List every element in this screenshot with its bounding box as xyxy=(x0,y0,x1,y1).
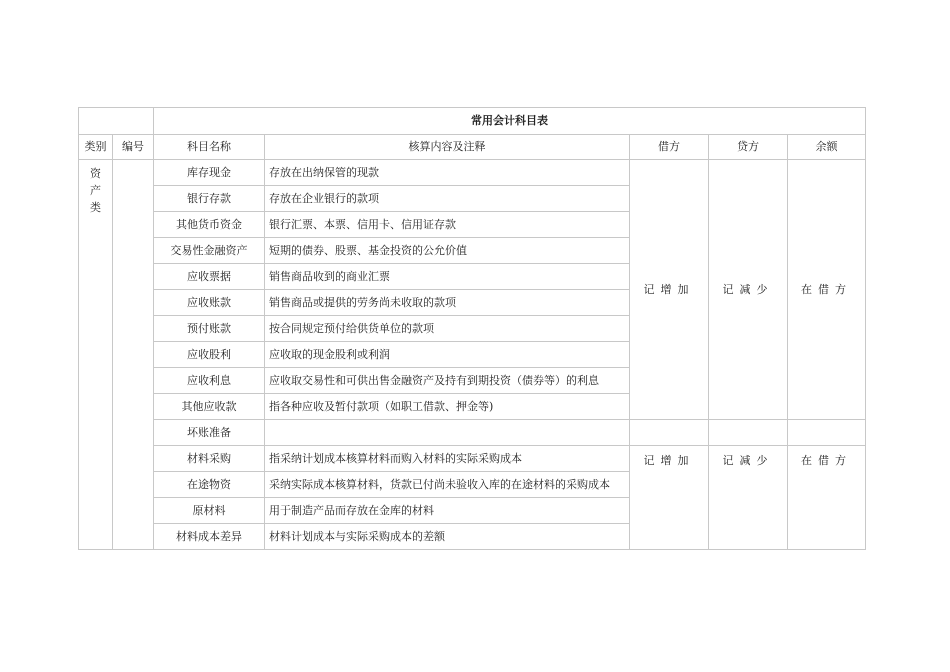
table-row xyxy=(79,446,866,472)
account-description: 按合同规定预付给供货单位的款项 xyxy=(265,316,630,342)
balance-rule: 在借方 xyxy=(788,446,866,550)
credit-rule: 记减少 xyxy=(709,160,788,420)
account-description: 指各种应收及暂付款项（如职工借款、押金等) xyxy=(265,394,630,420)
account-description: 销售商品或提供的劳务尚未收取的款项 xyxy=(265,290,630,316)
category-cell xyxy=(79,160,113,550)
account-description: 采纳实际成本核算材料，货款已付尚未验收入库的在途材料的采购成本 xyxy=(265,472,630,498)
account-name: 库存现金 xyxy=(154,160,265,186)
header-account-name: 科目名称 xyxy=(154,135,265,160)
account-description: 指采纳计划成本核算材料而购入材料的实际采购成本 xyxy=(265,446,630,472)
account-name: 银行存款 xyxy=(154,186,265,212)
table-row xyxy=(79,420,866,446)
account-description: 应收取交易性和可供出售金融资产及持有到期投资（债券等）的利息 xyxy=(265,368,630,394)
empty-debit-cell xyxy=(630,420,709,446)
empty-balance-cell xyxy=(788,420,866,446)
header-debit: 借方 xyxy=(630,135,709,160)
account-description: 银行汇票、本票、信用卡、信用证存款 xyxy=(265,212,630,238)
account-name: 其他货币资金 xyxy=(154,212,265,238)
account-name: 坏账准备 xyxy=(154,420,265,446)
header-code: 编号 xyxy=(113,135,154,160)
account-name: 应收利息 xyxy=(154,368,265,394)
header-category: 类别 xyxy=(79,135,113,160)
account-description: 应收取的现金股利或利润 xyxy=(265,342,630,368)
account-name: 应收股利 xyxy=(154,342,265,368)
account-name: 应收票据 xyxy=(154,264,265,290)
code-cell xyxy=(113,160,154,550)
account-name: 交易性金融资产 xyxy=(154,238,265,264)
header-row xyxy=(79,135,866,160)
balance-rule: 在借方 xyxy=(788,160,866,420)
debit-rule: 记增加 xyxy=(630,446,709,550)
account-description: 存放在出纳保管的现款 xyxy=(265,160,630,186)
table-row xyxy=(79,160,866,186)
account-name: 预付账款 xyxy=(154,316,265,342)
account-description: 短期的债券、股票、基金投资的公允价值 xyxy=(265,238,630,264)
account-description: 销售商品收到的商业汇票 xyxy=(265,264,630,290)
account-name: 材料采购 xyxy=(154,446,265,472)
account-name: 应收账款 xyxy=(154,290,265,316)
header-balance: 余额 xyxy=(788,135,866,160)
category-char: 产 xyxy=(90,184,101,197)
header-description: 核算内容及注释 xyxy=(265,135,630,160)
accounts-table xyxy=(78,107,866,550)
header-credit: 贷方 xyxy=(709,135,788,160)
table-title: 常用会计科目表 xyxy=(154,108,866,135)
empty-credit-cell xyxy=(709,420,788,446)
category-char: 资 xyxy=(90,167,101,180)
account-name: 在途物资 xyxy=(154,472,265,498)
account-description: 用于制造产品而存放在金库的材料 xyxy=(265,498,630,524)
account-name: 原材料 xyxy=(154,498,265,524)
category-char: 类 xyxy=(90,201,101,214)
debit-rule: 记增加 xyxy=(630,160,709,420)
account-name: 其他应收款 xyxy=(154,394,265,420)
account-name: 材料成本差异 xyxy=(154,524,265,550)
account-description: 材料计划成本与实际采购成本的差额 xyxy=(265,524,630,550)
account-description: 存放在企业银行的款项 xyxy=(265,186,630,212)
credit-rule: 记减少 xyxy=(709,446,788,550)
title-blank-cell xyxy=(79,108,154,135)
account-description xyxy=(265,420,630,446)
